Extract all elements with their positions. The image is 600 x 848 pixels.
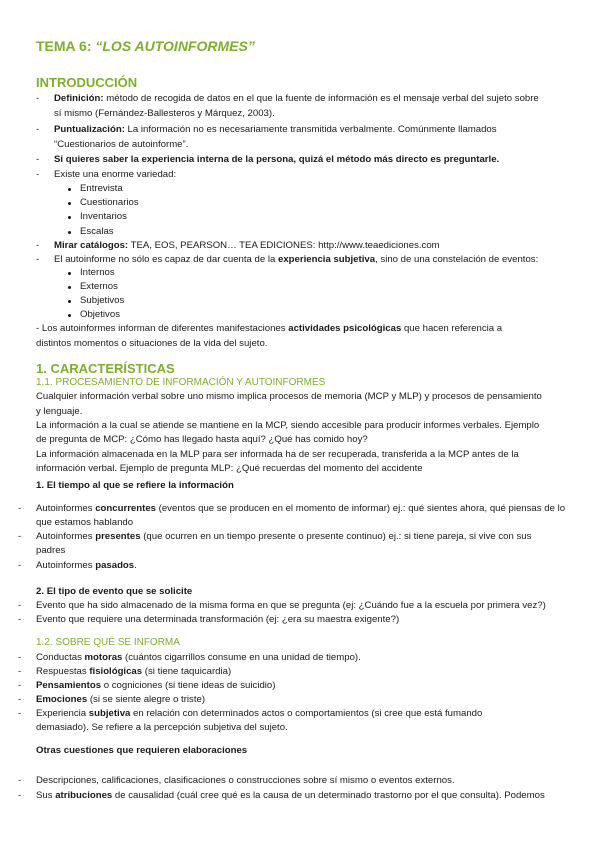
bullet-dot-icon	[68, 231, 71, 234]
paragraph-line: Cualquier información verbal sobre uno mismo implica procesos de memoria (MCP y MLP) y procesos de pensamiento	[36, 391, 542, 402]
attribution-line: Sus atribuciones de causalidad (cuál cree qué es la causa de un determinado trastorno por el que consulta). Podemos	[36, 790, 545, 801]
dash-bullet: -	[18, 666, 22, 677]
paragraph-line: de pregunta de MCP: ¿Cómo has llegado hasta aquí? ¿Qué has comido hoy?	[36, 434, 368, 445]
present-line: Autoinformes presentes (que ocurren en un tiempo presente o presente continuo) ej.: si tiene pareja, si vive con sus	[36, 531, 532, 542]
dash-bullet: -	[18, 600, 22, 611]
variety-item: Inventarios	[80, 211, 127, 222]
event-line: Evento que ha sido almacenado de la misma forma en que se pregunta (ej: ¿Cuándo fue a la escuela por primera vez?)	[36, 600, 546, 611]
bullet-dot-icon	[68, 314, 71, 317]
catalog-line: Mirar catálogos: TEA, EOS, PEARSON… TEA EDICIONES: http://www.teaediciones.com	[54, 240, 440, 251]
event-line: Evento que requiere una determinada transformación (ej: ¿era su maestra exigente?)	[36, 614, 400, 625]
motor-line: Conductas motoras (cuántos cigarrillos consume en una unidad de tiempo).	[36, 652, 361, 663]
dash-bullet: -	[18, 614, 22, 625]
dash-bullet: -	[18, 694, 22, 705]
dash-bullet: -	[36, 240, 40, 251]
event-item: Externos	[80, 281, 118, 292]
dash-bullet: -	[18, 708, 22, 719]
dash-bullet: -	[36, 124, 40, 135]
title-prefix: TEMA 6:	[36, 38, 96, 54]
paragraph-line: La información a la cual se atiende se mantiene en la MCP, siendo accesible para producir informes verbales. Ejemplo	[36, 420, 540, 431]
variety-item: Escalas	[80, 226, 114, 237]
variety-item: Entrevista	[80, 183, 123, 194]
dash-bullet: -	[36, 254, 40, 265]
dash-bullet: -	[18, 680, 22, 691]
definition-line: Definición: método de recogida de datos en el que la fuente de información es el mensaje verbal del sujeto sobre	[54, 93, 539, 104]
bullet-dot-icon	[68, 272, 71, 275]
puntualizacion-cont: “Cuestionarios de autoinforme”.	[54, 139, 189, 150]
paragraph-line: información verbal. Ejemplo de pregunta MLP: ¿Qué recuerdas del momento del accidente	[36, 463, 423, 474]
concurrent-line: Autoinformes concurrentes (eventos que se producen en el momento de informar) ej.: qué sientes ahora, qué piensas de lo	[36, 503, 566, 514]
bullet-dot-icon	[68, 286, 71, 289]
title-italic: “LOS AUTOINFORMES”	[95, 38, 255, 54]
dash-bullet: -	[18, 775, 22, 786]
dash-bullet: -	[36, 93, 40, 104]
variety-item: Cuestionarios	[80, 197, 139, 208]
dash-bullet: -	[36, 169, 40, 180]
dash-bullet: -	[36, 154, 40, 165]
event-item: Subjetivos	[80, 295, 125, 306]
puntualizacion-line: Puntualización: La información no es necesariamente transmitida verbalmente. Comúnmente llamados	[54, 124, 497, 135]
definition-cont: sí mismo (Fernández-Ballesteros y Márquez, 2003).	[54, 108, 275, 119]
intro-heading: INTRODUCCIÓN	[36, 75, 138, 90]
bullet-dot-icon	[68, 300, 71, 303]
report-cont: distintos momentos o situaciones de la vida del sujeto.	[36, 338, 268, 349]
bullet-dot-icon	[68, 188, 71, 191]
paragraph-line: y lenguaje.	[36, 406, 83, 417]
dash-bullet: -	[18, 652, 22, 663]
section1-sub1: 1.1. PROCESAMIENTO DE INFORMACIÓN Y AUTOINFORMES	[36, 377, 326, 388]
present-cont: padres	[36, 545, 66, 556]
event-item: Objetivos	[80, 309, 120, 320]
time-subheading: 1. El tiempo al que se refiere la información	[36, 480, 234, 491]
report-line: - Los autoinformes informan de diferentes manifestaciones actividades psicológicas que hacen referencia a	[36, 323, 503, 334]
thought-line: Pensamientos o cogniciones (si tiene ideas de suicidio)	[36, 680, 276, 691]
other-questions-title: Otras cuestiones que requieren elaboraciones	[36, 745, 248, 756]
dash-bullet: -	[18, 531, 22, 542]
description-line: Descripciones, calificaciones, clasificaciones o construcciones sobre sí mismo o eventos externos.	[36, 775, 455, 786]
experience-cont: demasiado). Se refiere a la percepción subjetiva del sujeto.	[36, 722, 288, 733]
event-item: Internos	[80, 267, 115, 278]
variety-line: Existe una enorme variedad:	[54, 169, 177, 180]
bullet-dot-icon	[68, 216, 71, 219]
self-report-line: El autoinforme no sólo es capaz de dar cuenta de la experiencia subjetiva, sino de una constelación de eventos:	[54, 254, 539, 265]
section1-sub2: 1.2. SOBRE QUÉ SE INFORMA	[36, 637, 180, 648]
concurrent-cont: que estamos hablando	[36, 517, 134, 528]
emotion-line: Emociones (si se siente alegre o triste)	[36, 694, 206, 705]
past-line: Autoinformes pasados.	[36, 560, 137, 571]
bullet-dot-icon	[68, 202, 71, 205]
dash-bullet: -	[18, 503, 22, 514]
section1-heading: 1. CARACTERÍSTICAS	[36, 361, 175, 376]
dash-bullet: -	[18, 560, 22, 571]
dash-bullet: -	[18, 790, 22, 801]
experience-line: Experiencia subjetiva en relación con determinados actos o comportamientos (si cree que está fumando	[36, 708, 483, 719]
event-subheading: 2. El tipo de evento que se solicite	[36, 586, 193, 597]
document-title	[36, 38, 255, 54]
quote-line: Si quieres saber la experiencia interna de la persona, quizá el método más directo es preguntarle.	[54, 154, 500, 165]
paragraph-line: La información almacenada en la MLP para ser informada ha de ser recuperada, transferida a la MCP antes de la	[36, 449, 519, 460]
physio-line: Respuestas fisiológicas (si tiene taquicardia)	[36, 666, 232, 677]
